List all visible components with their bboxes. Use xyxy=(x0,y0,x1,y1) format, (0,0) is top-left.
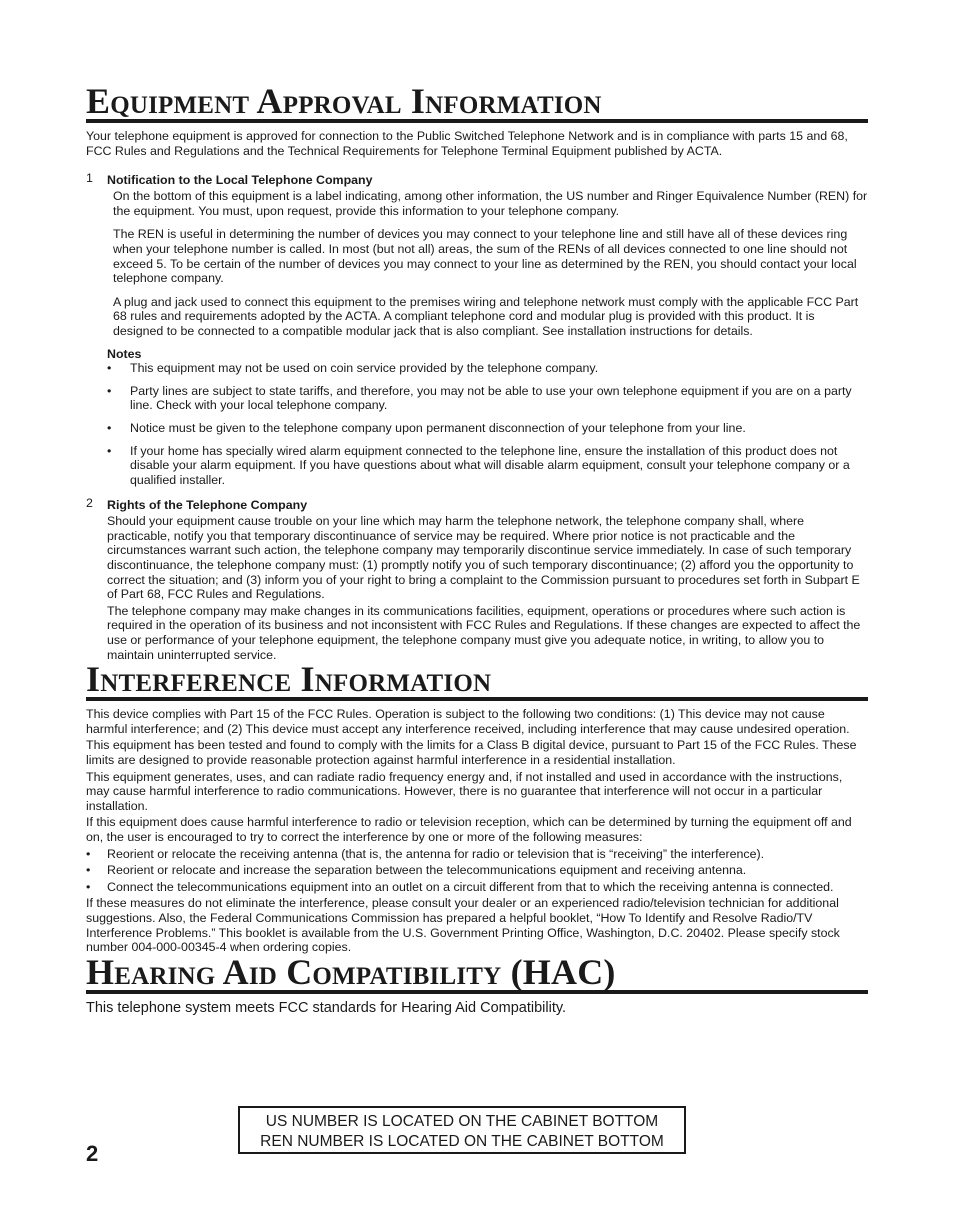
note-item: • Party lines are subject to state tariffs, and therefore, you may not be able to use your own telephone equipment if you are on a party line. Check with your local telephone company. xyxy=(107,384,868,413)
item-2-paragraph: The telephone company may make changes in its communications facilities, equipment, operations or procedures where such action is required in the operation of its business and not inconsistent with FCC Rules and Regulations. If these changes are expected to affect the use or performance of your telephone equipment, the telephone company must give you adequate notice, in writing, to allow you to maintain uninterrupted service. xyxy=(107,603,861,662)
us-number-location: US NUMBER IS LOCATED ON THE CABINET BOTTOM xyxy=(265,1113,659,1130)
notes-list xyxy=(86,361,868,487)
measure-item: • Reorient or relocate and increase the separation between the telecommunications equipment and receiving antenna. xyxy=(86,863,868,878)
interference-paragraph: This equipment has been tested and found to comply with the limits for a Class B digital device, pursuant to Part 15 of the FCC Rules. These limits are designed to provide reasonable protection against harmful interference in a residential installation. xyxy=(86,738,857,767)
section-heading-hac: Hearing Aid Compatibility (HAC) xyxy=(86,955,868,994)
interference-measures-list xyxy=(86,847,868,895)
interference-closing: If these measures do not eliminate the interference, please consult your dealer or an experienced radio/television technician for additional suggestions. Also, the Federal Communications Commission has prepared a helpful booklet, “How To Identify and Resolve Radio/TV Interference Problems.” This booklet is available from the U.S. Government Printing Office, Washington, D.C. 20402. Please specify stock number 004-000-00345-4 when ordering copies. xyxy=(86,896,840,955)
note-item: • This equipment may not be used on coin service provided by the telephone company. xyxy=(107,361,868,376)
item-1-heading xyxy=(86,171,868,189)
item-2-heading xyxy=(86,496,868,514)
page-number: 2 xyxy=(86,1141,99,1166)
equipment-approval-intro: Your telephone equipment is approved for connection to the Public Switched Telephone Network and is in compliance with parts 15 and 68, FCC Rules and Regulations and the Technical Requirements for Telephone Terminal Equipment published by ACTA. xyxy=(86,129,848,158)
notes-heading: Notes xyxy=(107,346,142,361)
page-content xyxy=(86,81,868,1017)
label-location-box xyxy=(238,1106,686,1154)
item-2-paragraph: Should your equipment cause trouble on your line which may harm the telephone network, the telephone company shall, where practicable, notify you that temporary discontinuance of service may be required. Where prior notice is not practicable and the circumstances warrant such action, the telephone company may temporarily discontinue service immediately. In case of such temporary discontinuance, the telephone company must: (1) promptly notify you of such temporary discontinuance; (2) afford you the opportunity to correct the situation; and (3) inform you of your right to bring a complaint to the Commission pursuant to procedures set forth in Subpart E of Part 68, FCC Rules and Regulations. xyxy=(107,514,860,602)
item-1-paragraph: The REN is useful in determining the number of devices you may connect to your telephone line and still have all of these devices ring when your telephone number is called. In most (but not all) areas, the sum of the RENs of all devices connected to one line should not exceed 5. To be certain of the number of devices you may connect to your line as determined by the REN, you should contact your local telephone company. xyxy=(113,227,857,286)
measure-item: • Connect the telecommunications equipment into an outlet on a circuit different from that to which the receiving antenna is connected. xyxy=(86,880,868,895)
ren-number-location: REN NUMBER IS LOCATED ON THE CABINET BOTTOM xyxy=(260,1133,664,1150)
item-1-paragraph: A plug and jack used to connect this equipment to the premises wiring and telephone network must comply with the applicable FCC Part 68 rules and requirements adopted by the ACTA. A compliant telephone cord and modular plug is provided with this product. It is designed to be connected to a compatible modular jack that is also compliant. See installation instructions for details. xyxy=(113,294,859,338)
interference-paragraph: If this equipment does cause harmful interference to radio or television reception, which can be determined by turning the equipment off and on, the user is encouraged to try to correct the interference by one or more of the following measures: xyxy=(86,815,852,844)
interference-paragraph: This device complies with Part 15 of the FCC Rules. Operation is subject to the following two conditions: (1) This device may not cause harmful interference; and (2) This device must accept any interference received, including interference that may cause undesired operation. xyxy=(86,707,850,736)
section-heading-equipment-approval: Equipment Approval Information xyxy=(86,84,868,123)
note-item: • Notice must be given to the telephone company upon permanent disconnection of your telephone from your line. xyxy=(107,421,868,436)
interference-paragraph: This equipment generates, uses, and can radiate radio frequency energy and, if not installed and used in accordance with the instructions, may cause harmful interference to radio communications. However, there is no guarantee that interference will not occur in a particular installation. xyxy=(86,769,843,813)
item-1-title: Notification to the Local Telephone Company xyxy=(107,173,373,188)
item-1-paragraph: On the bottom of this equipment is a label indicating, among other information, the US number and Ringer Equivalence Number (REN) for the equipment. You must, upon request, provide this information to your telephone company. xyxy=(113,189,868,218)
note-item: • If your home has specially wired alarm equipment connected to the telephone line, ensure the installation of this product does not disable your alarm equipment. If you have questions about what will disable alarm equipment, consult your telephone company or a qualified installer. xyxy=(107,444,868,488)
item-2-title: Rights of the Telephone Company xyxy=(107,498,308,513)
hac-statement: This telephone system meets FCC standards for Hearing Aid Compatibility. xyxy=(86,999,567,1016)
section-heading-interference: Interference Information xyxy=(86,662,868,701)
item-1-number: 1 xyxy=(86,171,93,186)
measure-item: • Reorient or relocate the receiving antenna (that is, the antenna for radio or television that is “receiving” the interference). xyxy=(86,847,868,862)
item-2-number: 2 xyxy=(86,496,93,511)
